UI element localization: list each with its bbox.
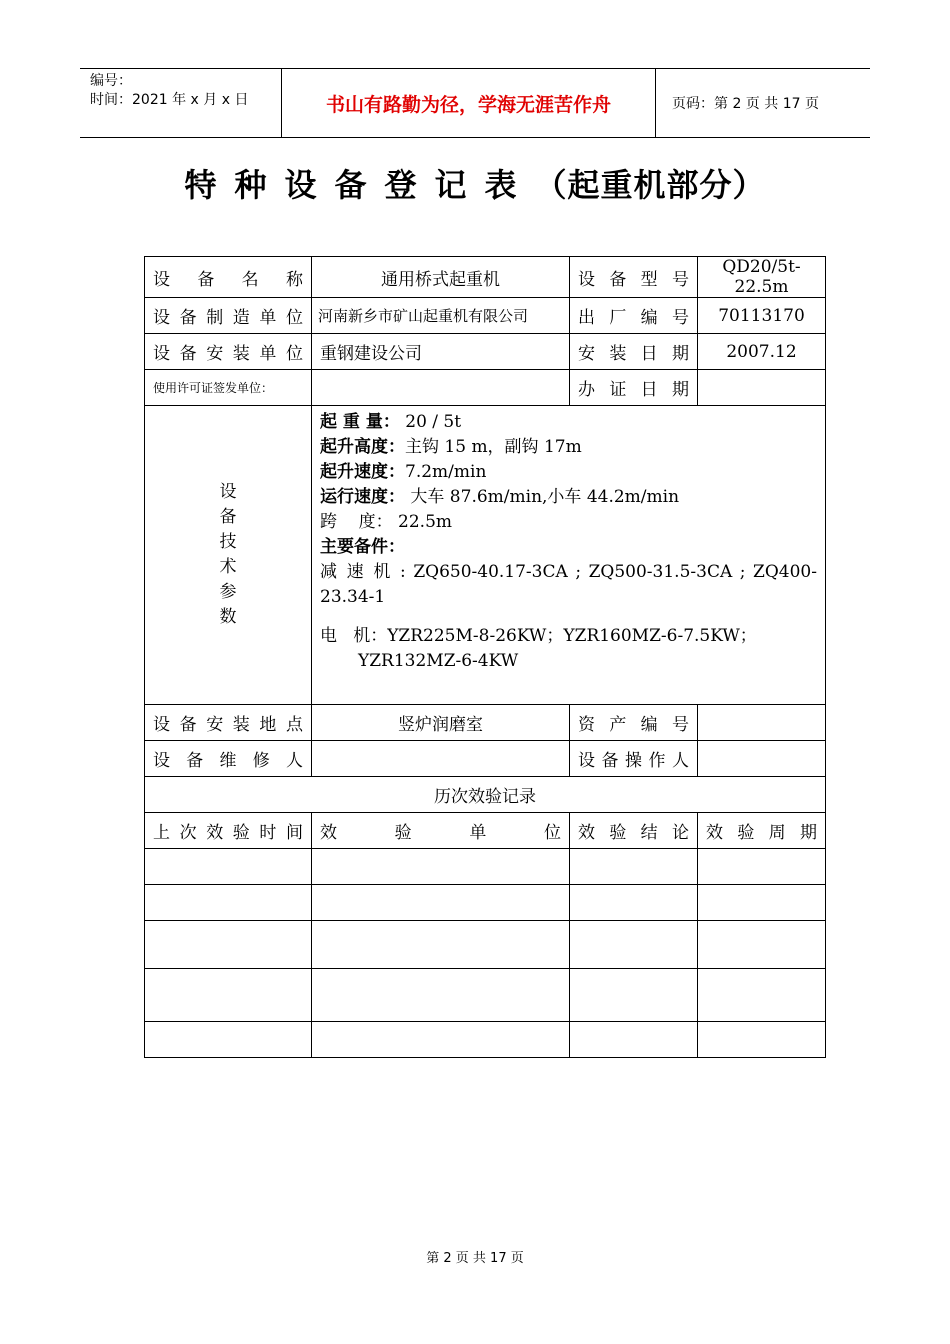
model-value: QD20/5t-22.5m [698,257,826,298]
registration-table [144,256,826,1058]
cert-date-value [698,370,826,406]
records-header-time: 上次效验时间 [145,813,312,849]
equip-name-label: 设备名称 [145,257,312,298]
install-date-label: 安装日期 [570,334,698,370]
lift-speed-value: 7.2m/min [405,462,487,482]
tech-label-char: 备 [219,507,237,527]
table-row [145,969,826,1022]
location-value: 竖炉润磨室 [312,705,570,741]
lift-height-value: 主钩 15 m，副钩 17m [405,437,582,457]
table-row [145,334,826,370]
lift-height-label: 起升高度： [320,437,405,457]
tech-params-content [312,406,826,705]
tech-label-char: 参 [219,582,237,602]
installer-label: 设备安装单位 [145,334,312,370]
table-row [145,813,826,849]
location-label: 设备安装地点 [145,705,312,741]
records-header-result: 效验结论 [570,813,698,849]
records-header-unit: 效验单位 [312,813,570,849]
permit-value [312,370,570,406]
cert-date-label: 办证日期 [570,370,698,406]
page-header [80,68,870,138]
travel-speed-label: 运行速度： [320,487,405,507]
table-row [145,298,826,334]
parts-label: 主要备件： [320,537,405,557]
page-footer: 第 2 页 共 17 页 [426,1251,524,1266]
time-label: 时间：2021 年 x 月 x 日 [90,92,249,108]
header-page-info [664,69,870,137]
model-label: 设备型号 [570,257,698,298]
code-label: 编号： [90,73,132,89]
tech-label-char: 数 [219,607,237,627]
repairer-value [312,741,570,777]
document-title [0,160,950,206]
table-row [145,370,826,406]
header-motto: 书山有路勤为径，学海无涯苦作舟 [281,69,656,137]
serial-value: 70113170 [698,298,826,334]
table-row [145,406,826,705]
records-title: 历次效验记录 [145,777,826,813]
tech-params-vertical-label [153,480,303,630]
maker-label: 设备制造单位 [145,298,312,334]
lift-speed-label: 起升速度： [320,462,405,482]
table-row [145,257,826,298]
records-header-cycle: 效验周期 [698,813,826,849]
page-info-text: 页码：第 2 页 共 17 页 [672,96,819,112]
install-date-value: 2007.12 [698,334,826,370]
table-row [145,921,826,969]
tech-label-char: 术 [219,557,237,577]
asset-value [698,705,826,741]
table-row [145,705,826,741]
table-row [145,1022,826,1058]
capacity-value: 20 / 5t [399,412,462,432]
permit-label: 使用许可证签发单位： [145,370,312,406]
equip-name-value: 通用桥式起重机 [312,257,570,298]
maker-value: 河南新乡市矿山起重机有限公司 [312,298,570,334]
tech-label-char: 设 [219,482,237,502]
operator-value [698,741,826,777]
capacity-label: 起 重 量： [320,412,400,432]
table-row [145,885,826,921]
table-row [145,849,826,885]
motor-line: 电 机：YZR225M-8-26KW；YZR160MZ-6-7.5KW； [320,626,757,646]
repairer-label: 设备维修人 [145,741,312,777]
span-value: 22.5m [392,512,453,532]
table-row [145,741,826,777]
header-meta [80,69,280,137]
title-main: 特种设备登记表 [184,166,535,204]
operator-label: 设备操作人 [570,741,698,777]
title-suffix: （起重机部分） [534,166,766,204]
travel-speed-value: 大车 87.6m/min,小车 44.2m/min [405,487,680,507]
motor-line-2: YZR132MZ-6-4KW [358,651,519,671]
table-row [145,777,826,813]
installer-value: 重钢建设公司 [312,334,570,370]
asset-label: 资产编号 [570,705,698,741]
span-label: 跨 度： [320,512,393,532]
serial-label: 出厂编号 [570,298,698,334]
reducer-line: 减 速 机 : ZQ650-40.17-3CA ; ZQ500-31.5-3CA ; ZQ400-23.34-1 [320,562,817,607]
tech-label-char: 技 [219,532,237,552]
tech-params-label [145,406,312,705]
